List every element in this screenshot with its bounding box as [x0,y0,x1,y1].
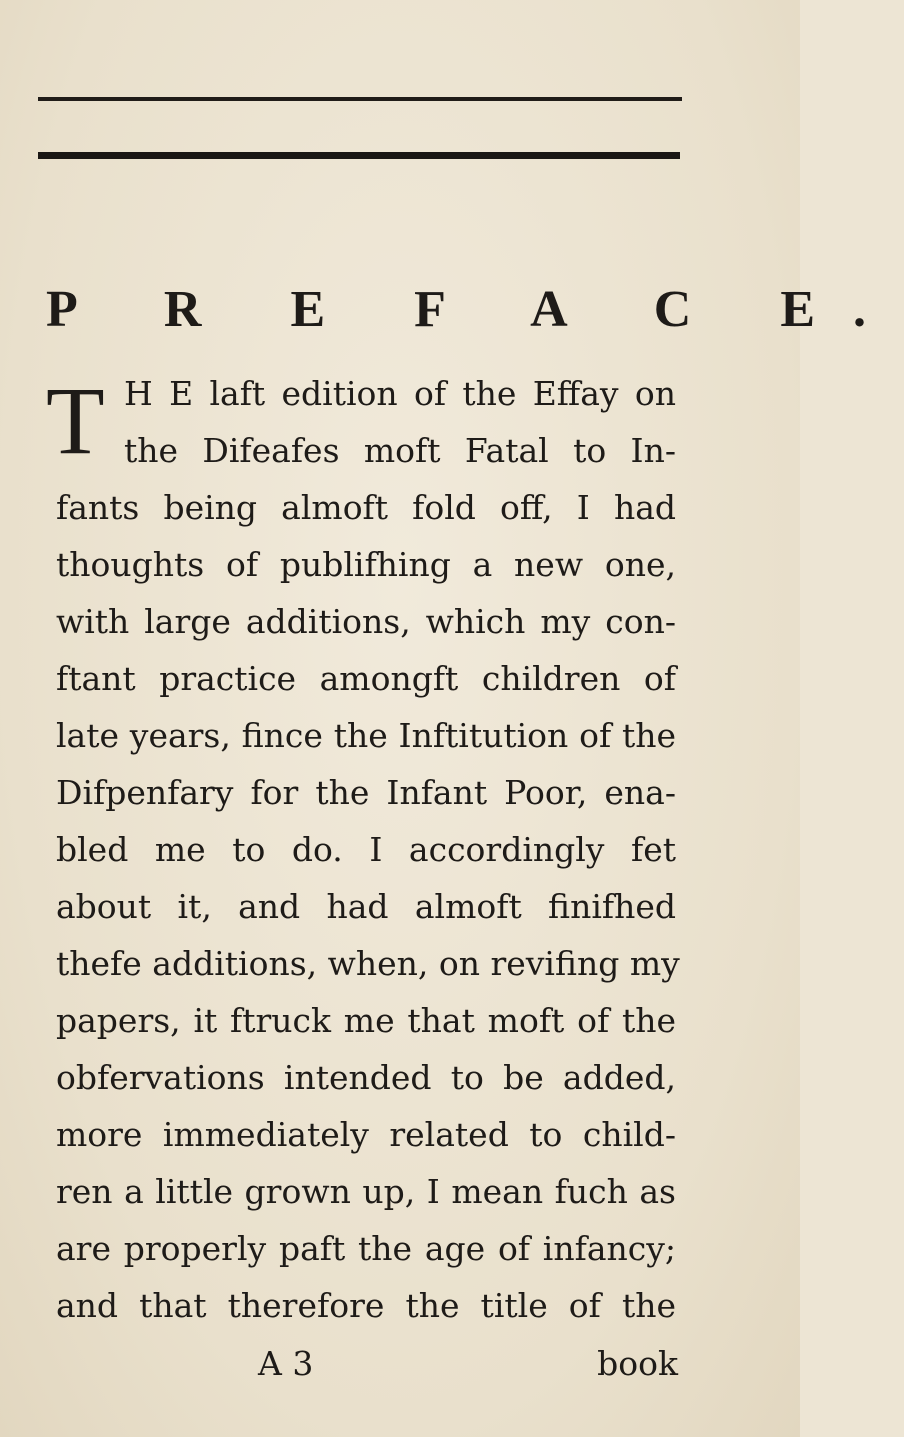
text-line: ftant practice amongft children of [56,659,676,698]
text-line: late years, fince the Inftitution of the [56,716,676,755]
text-line: the Difeafes moft Fatal to In- [124,431,676,470]
text-line: with large additions, which my con- [56,602,676,641]
text-line: papers, it ftruck me that moft of the [56,1001,676,1040]
text-line: H E laft edition of the Effay on [124,374,676,413]
top-rule-thin [38,97,682,101]
preface-body [46,365,680,1334]
catchword: book [597,1344,678,1383]
top-rule-thick [38,152,680,159]
text-line: ren a little grown up, I mean fuch as [56,1172,676,1211]
text-line: Difpenfary for the Infant Poor, ena- [56,773,676,812]
drop-cap-letter: T [46,367,105,474]
page-title: P R E F A C E. [46,281,904,338]
text-line: bled me to do. I accordingly fet [56,830,676,869]
signature-mark: A 3 [258,1344,314,1383]
text-line: about it, and had almoft finifhed [56,887,676,926]
text-line: more immediately related to child- [56,1115,676,1154]
text-line: obfervations intended to be added, [56,1058,676,1097]
text-line: and that therefore the title of the [56,1286,676,1325]
text-line: fants being almoft fold off, I had [56,488,676,527]
text-line: thefe additions, when, on revifing my [56,944,680,983]
text-line: are properly paft the age of infancy; [56,1229,676,1268]
text-line: thoughts of publifhing a new one, [56,545,676,584]
page-footer [258,1334,678,1394]
